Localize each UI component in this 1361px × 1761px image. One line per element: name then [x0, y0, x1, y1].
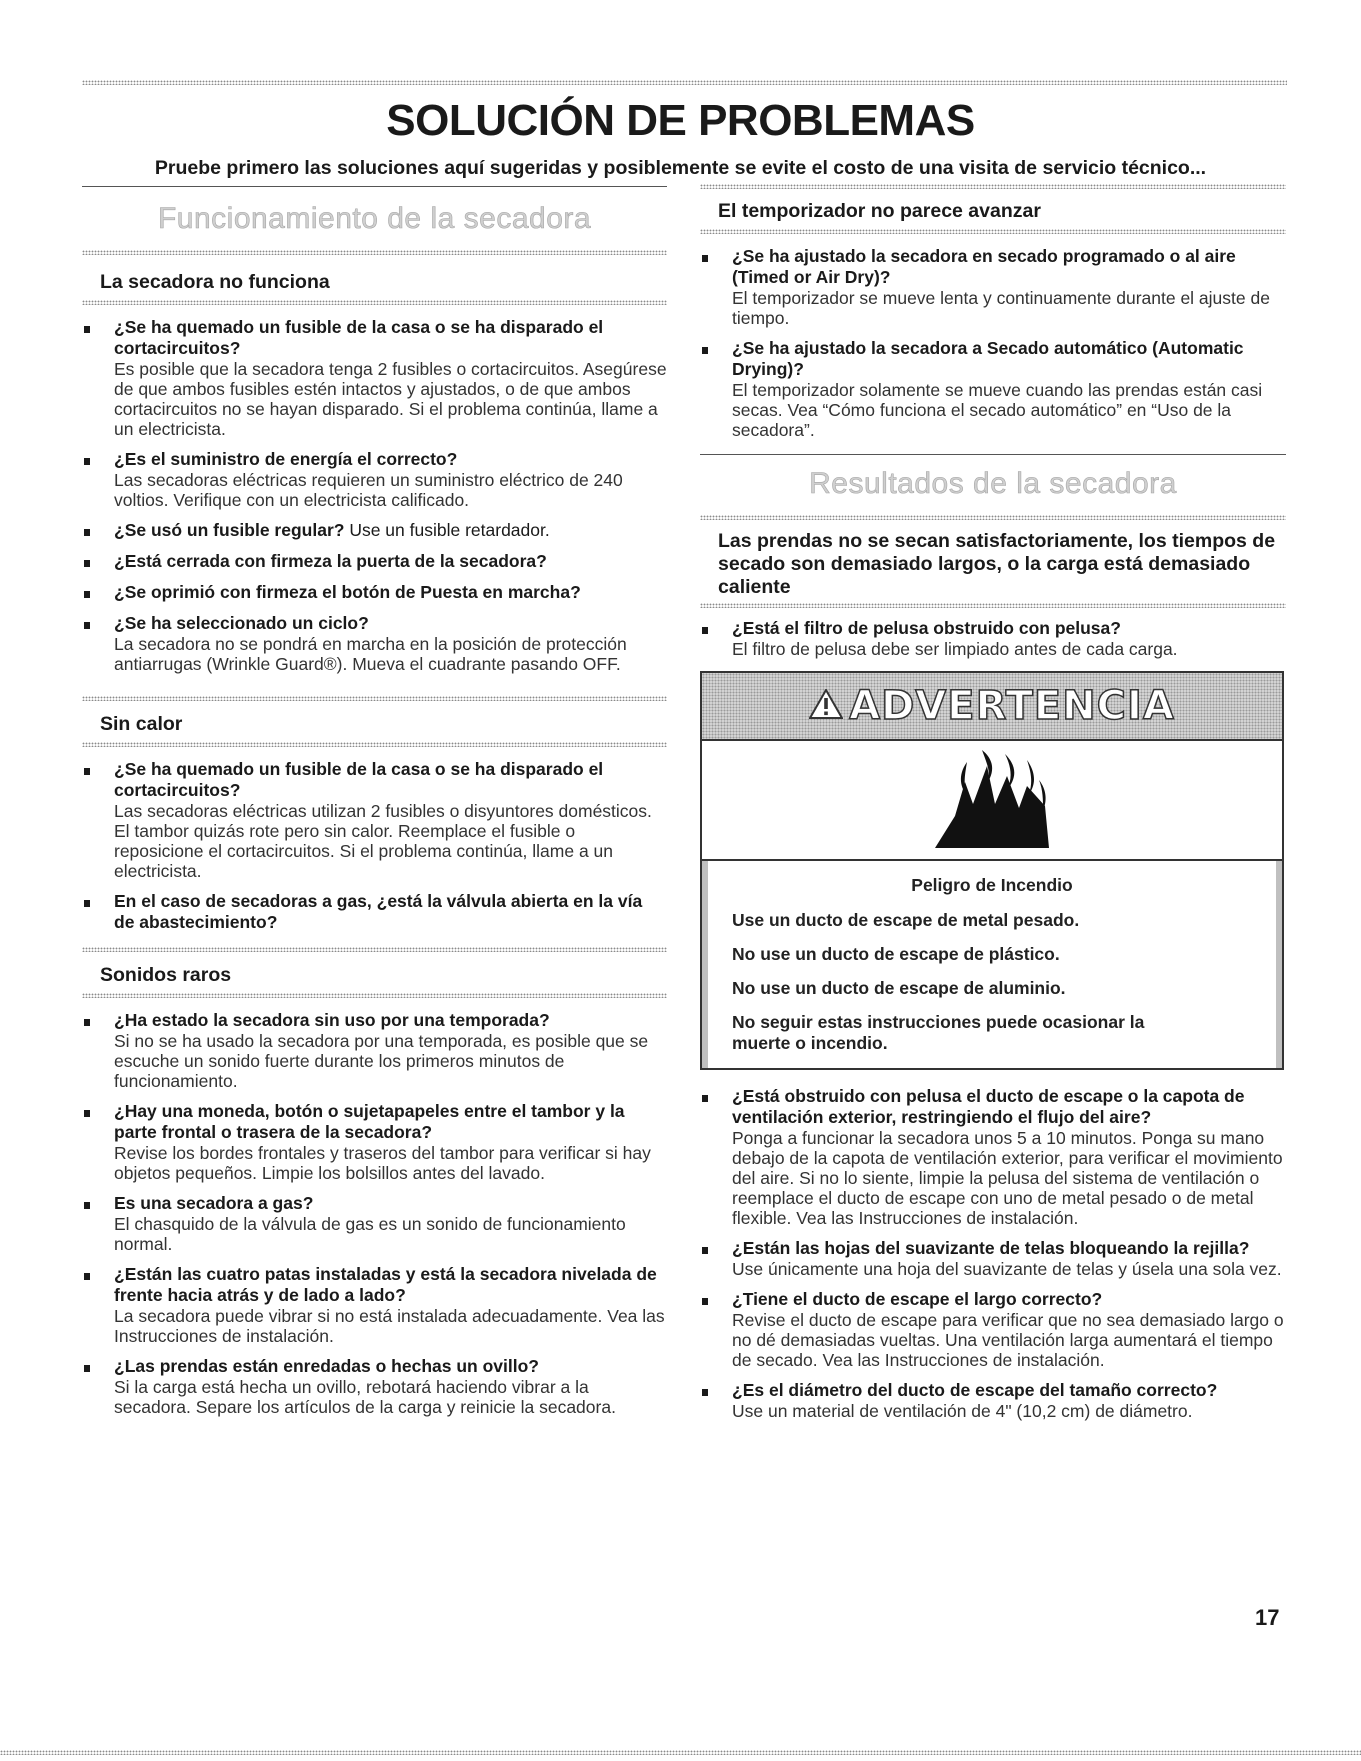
divider: [700, 603, 1286, 608]
list-item: [82, 1264, 667, 1346]
list-no-funciona: [82, 317, 667, 674]
answer: Ponga a funcionar la secadora unos 5 a 10 minutos. Ponga su mano debajo de la capota de ventilación exterior, para verificar el movimiento del aire. Si no lo siente, limpie la pelusa del sistema de ventilación o reemplace el ducto de escape con uno de metal pesado o de metal flexible. Vea las Instrucciones de instalación.: [732, 1128, 1283, 1228]
list-item: [700, 338, 1286, 440]
list-item: [82, 1356, 667, 1417]
list-item: [82, 1101, 667, 1183]
question: ¿Tiene el ducto de escape el largo correcto?: [732, 1289, 1103, 1309]
divider: [700, 515, 1286, 520]
top-divider: [82, 80, 1287, 85]
list-resultados: [700, 618, 1286, 659]
warning-line: No use un ducto de escape de aluminio.: [732, 978, 1066, 998]
left-column: [82, 188, 667, 1427]
list-item: [82, 891, 667, 933]
list-item: [700, 1380, 1286, 1421]
divider: [82, 250, 667, 255]
page-subtitle: Pruebe primero las soluciones aquí sugeridas y posiblemente se evite el costo de una visita de servicio técnico...: [154, 157, 1207, 179]
list-item: [82, 613, 667, 674]
list-item: [82, 1010, 667, 1091]
subhead-sin-calor: Sin calor: [100, 713, 183, 735]
divider: [82, 696, 667, 701]
hazard-title: Peligro de Incendio: [911, 875, 1073, 895]
answer: El temporizador se mueve lenta y continuamente durante el ajuste de tiempo.: [732, 288, 1270, 328]
warning-line: Use un ducto de escape de metal pesado.: [732, 910, 1080, 930]
section-heading-funcionamiento: Funcionamiento de la secadora: [157, 202, 592, 235]
answer: Revise los bordes frontales y traseros del tambor para verificar si hay objetos pequeños. Limpie los bolsillos antes del lavado.: [114, 1143, 651, 1183]
question: ¿Es el suministro de energía el correcto?: [114, 449, 458, 469]
question: ¿Las prendas están enredadas o hechas un ovillo?: [114, 1356, 539, 1376]
list-item: [82, 582, 667, 603]
subhead-no-funciona: La secadora no funciona: [100, 271, 330, 293]
divider: [82, 993, 667, 998]
warning-banner: [702, 673, 1282, 741]
right-column: [700, 188, 1286, 1431]
answer: La secadora puede vibrar si no está instalada adecuadamente. Vea las Instrucciones de instalación.: [114, 1306, 665, 1346]
page-number: 17: [1255, 1605, 1280, 1630]
list-item: [82, 759, 667, 881]
question: ¿Está cerrada con firmeza la puerta de la secadora?: [114, 551, 547, 571]
divider: [700, 229, 1286, 234]
answer: Si no se ha usado la secadora por una temporada, es posible que se escuche un sonido fuerte durante los primeros minutos de funcionamiento.: [114, 1031, 649, 1091]
list-item: [82, 551, 667, 572]
divider: [82, 947, 667, 952]
answer: El temporizador solamente se mueve cuando las prendas están casi secas. Vea “Cómo funciona el secado automático” en “Uso de la secadora”.: [732, 380, 1263, 440]
answer: El filtro de pelusa debe ser limpiado antes de cada carga.: [732, 639, 1178, 659]
warning-line: No use un ducto de escape de plástico.: [732, 944, 1060, 964]
list-item: [82, 520, 667, 541]
warning-title: ADVERTENCIA: [849, 683, 1175, 729]
question: ¿Está obstruido con pelusa el ducto de escape o la capota de ventilación exterior, restringiendo el flujo del aire?: [732, 1086, 1245, 1127]
question: ¿Están las hojas del suavizante de telas bloqueando la rejilla?: [732, 1238, 1250, 1258]
divider: [700, 454, 1286, 455]
question: ¿Se ha ajustado la secadora a Secado automático (Automatic Drying)?: [732, 338, 1244, 379]
warning-triangle-icon: [809, 689, 843, 724]
list-item: [700, 1238, 1286, 1279]
question: ¿Está el filtro de pelusa obstruido con pelusa?: [732, 618, 1121, 638]
question: ¿Se oprimió con firmeza el botón de Puesta en marcha?: [114, 582, 581, 602]
fire-icon: [927, 746, 1057, 855]
question: ¿Se ha quemado un fusible de la casa o se ha disparado el cortacircuitos?: [114, 759, 604, 800]
list-item: [82, 1193, 667, 1254]
subhead-sonidos-raros: Sonidos raros: [100, 964, 232, 986]
fire-area: [702, 741, 1282, 861]
answer: Use únicamente una hoja del suavizante de telas y úsela una sola vez.: [732, 1259, 1282, 1279]
question: ¿Se usó un fusible regular? Use un fusible retardador.: [114, 520, 550, 540]
answer: Las secadoras eléctricas utilizan 2 fusibles o disyuntores domésticos. El tambor quizás rote pero sin calor. Reemplace el fusible o reposicione el cortacircuitos. Si el problema continúa, llame a un electricista.: [114, 801, 652, 881]
bottom-divider: [0, 1750, 1361, 1755]
question: ¿Hay una moneda, botón o sujetapapeles entre el tambor y la parte frontal o trasera de la secadora?: [114, 1101, 625, 1142]
warning-line: No seguir estas instrucciones puede ocasionar la muerte o incendio.: [732, 1012, 1145, 1053]
answer: Es posible que la secadora tenga 2 fusibles o cortacircuitos. Asegúrese de que ambos fusibles estén intactos y ajustados, o de que ambos cortacircuitos no se hayan disparado. Si el problema continúa, llame a un electricista.: [114, 359, 667, 439]
page-title: SOLUCIÓN DE PROBLEMAS: [386, 96, 975, 145]
answer: Use un fusible retardador.: [349, 520, 550, 540]
list-item: [700, 1086, 1286, 1228]
question: ¿Están las cuatro patas instaladas y está la secadora nivelada de frente hacia atrás y de lado a lado?: [114, 1264, 657, 1305]
list-item: [700, 246, 1286, 328]
list-item: [82, 317, 667, 439]
list-item: [700, 1289, 1286, 1370]
question: ¿Se ha quemado un fusible de la casa o se ha disparado el cortacircuitos?: [114, 317, 604, 358]
subtitle-rule-left: [82, 186, 667, 187]
question: Es una secadora a gas?: [114, 1193, 314, 1213]
section-heading-resultados: Resultados de la secadora: [809, 467, 1177, 500]
warning-box: [700, 671, 1284, 1070]
question: En el caso de secadoras a gas, ¿está la válvula abierta en la vía de abastecimiento?: [114, 891, 643, 932]
answer: Las secadoras eléctricas requieren un suministro eléctrico de 240 voltios. Verifique con un electricista calificado.: [114, 470, 623, 510]
list-item: [82, 449, 667, 510]
answer: La secadora no se pondrá en marcha en la posición de protección antiarrugas (Wrinkle Guard®). Mueva el cuadrante pasando OFF.: [114, 634, 627, 674]
divider: [82, 300, 667, 305]
list-temporizador: [700, 246, 1286, 440]
divider: [82, 742, 667, 747]
answer: Use un material de ventilación de 4" (10,2 cm) de diámetro.: [732, 1401, 1193, 1421]
list-more-items: [700, 1086, 1286, 1421]
question: ¿Es el diámetro del ducto de escape del tamaño correcto?: [732, 1380, 1218, 1400]
warning-body: [702, 861, 1282, 1068]
answer: El chasquido de la válvula de gas es un sonido de funcionamiento normal.: [114, 1214, 626, 1254]
question: ¿Se ha ajustado la secadora en secado programado o al aire (Timed or Air Dry)?: [732, 246, 1236, 287]
question: ¿Ha estado la secadora sin uso por una temporada?: [114, 1010, 550, 1030]
question: ¿Se ha seleccionado un ciclo?: [114, 613, 369, 633]
answer: Revise el ducto de escape para verificar que no sea demasiado largo o no dé demasiadas vueltas. Una ventilación larga aumentará el tiempo de secado. Vea las Instrucciones de instalación.: [732, 1310, 1284, 1370]
subhead-resultados: Las prendas no se secan satisfactoriamente, los tiempos de secado son demasiado largos, o la carga está demasiado caliente: [718, 530, 1276, 598]
list-sin-calor: [82, 759, 667, 933]
list-item: [700, 618, 1286, 659]
list-sonidos-raros: [82, 1010, 667, 1417]
subhead-temporizador: El temporizador no parece avanzar: [718, 200, 1041, 222]
answer: Si la carga está hecha un ovillo, rebotará haciendo vibrar a la secadora. Separe los artículos de la carga y reinicie la secadora.: [114, 1377, 616, 1417]
